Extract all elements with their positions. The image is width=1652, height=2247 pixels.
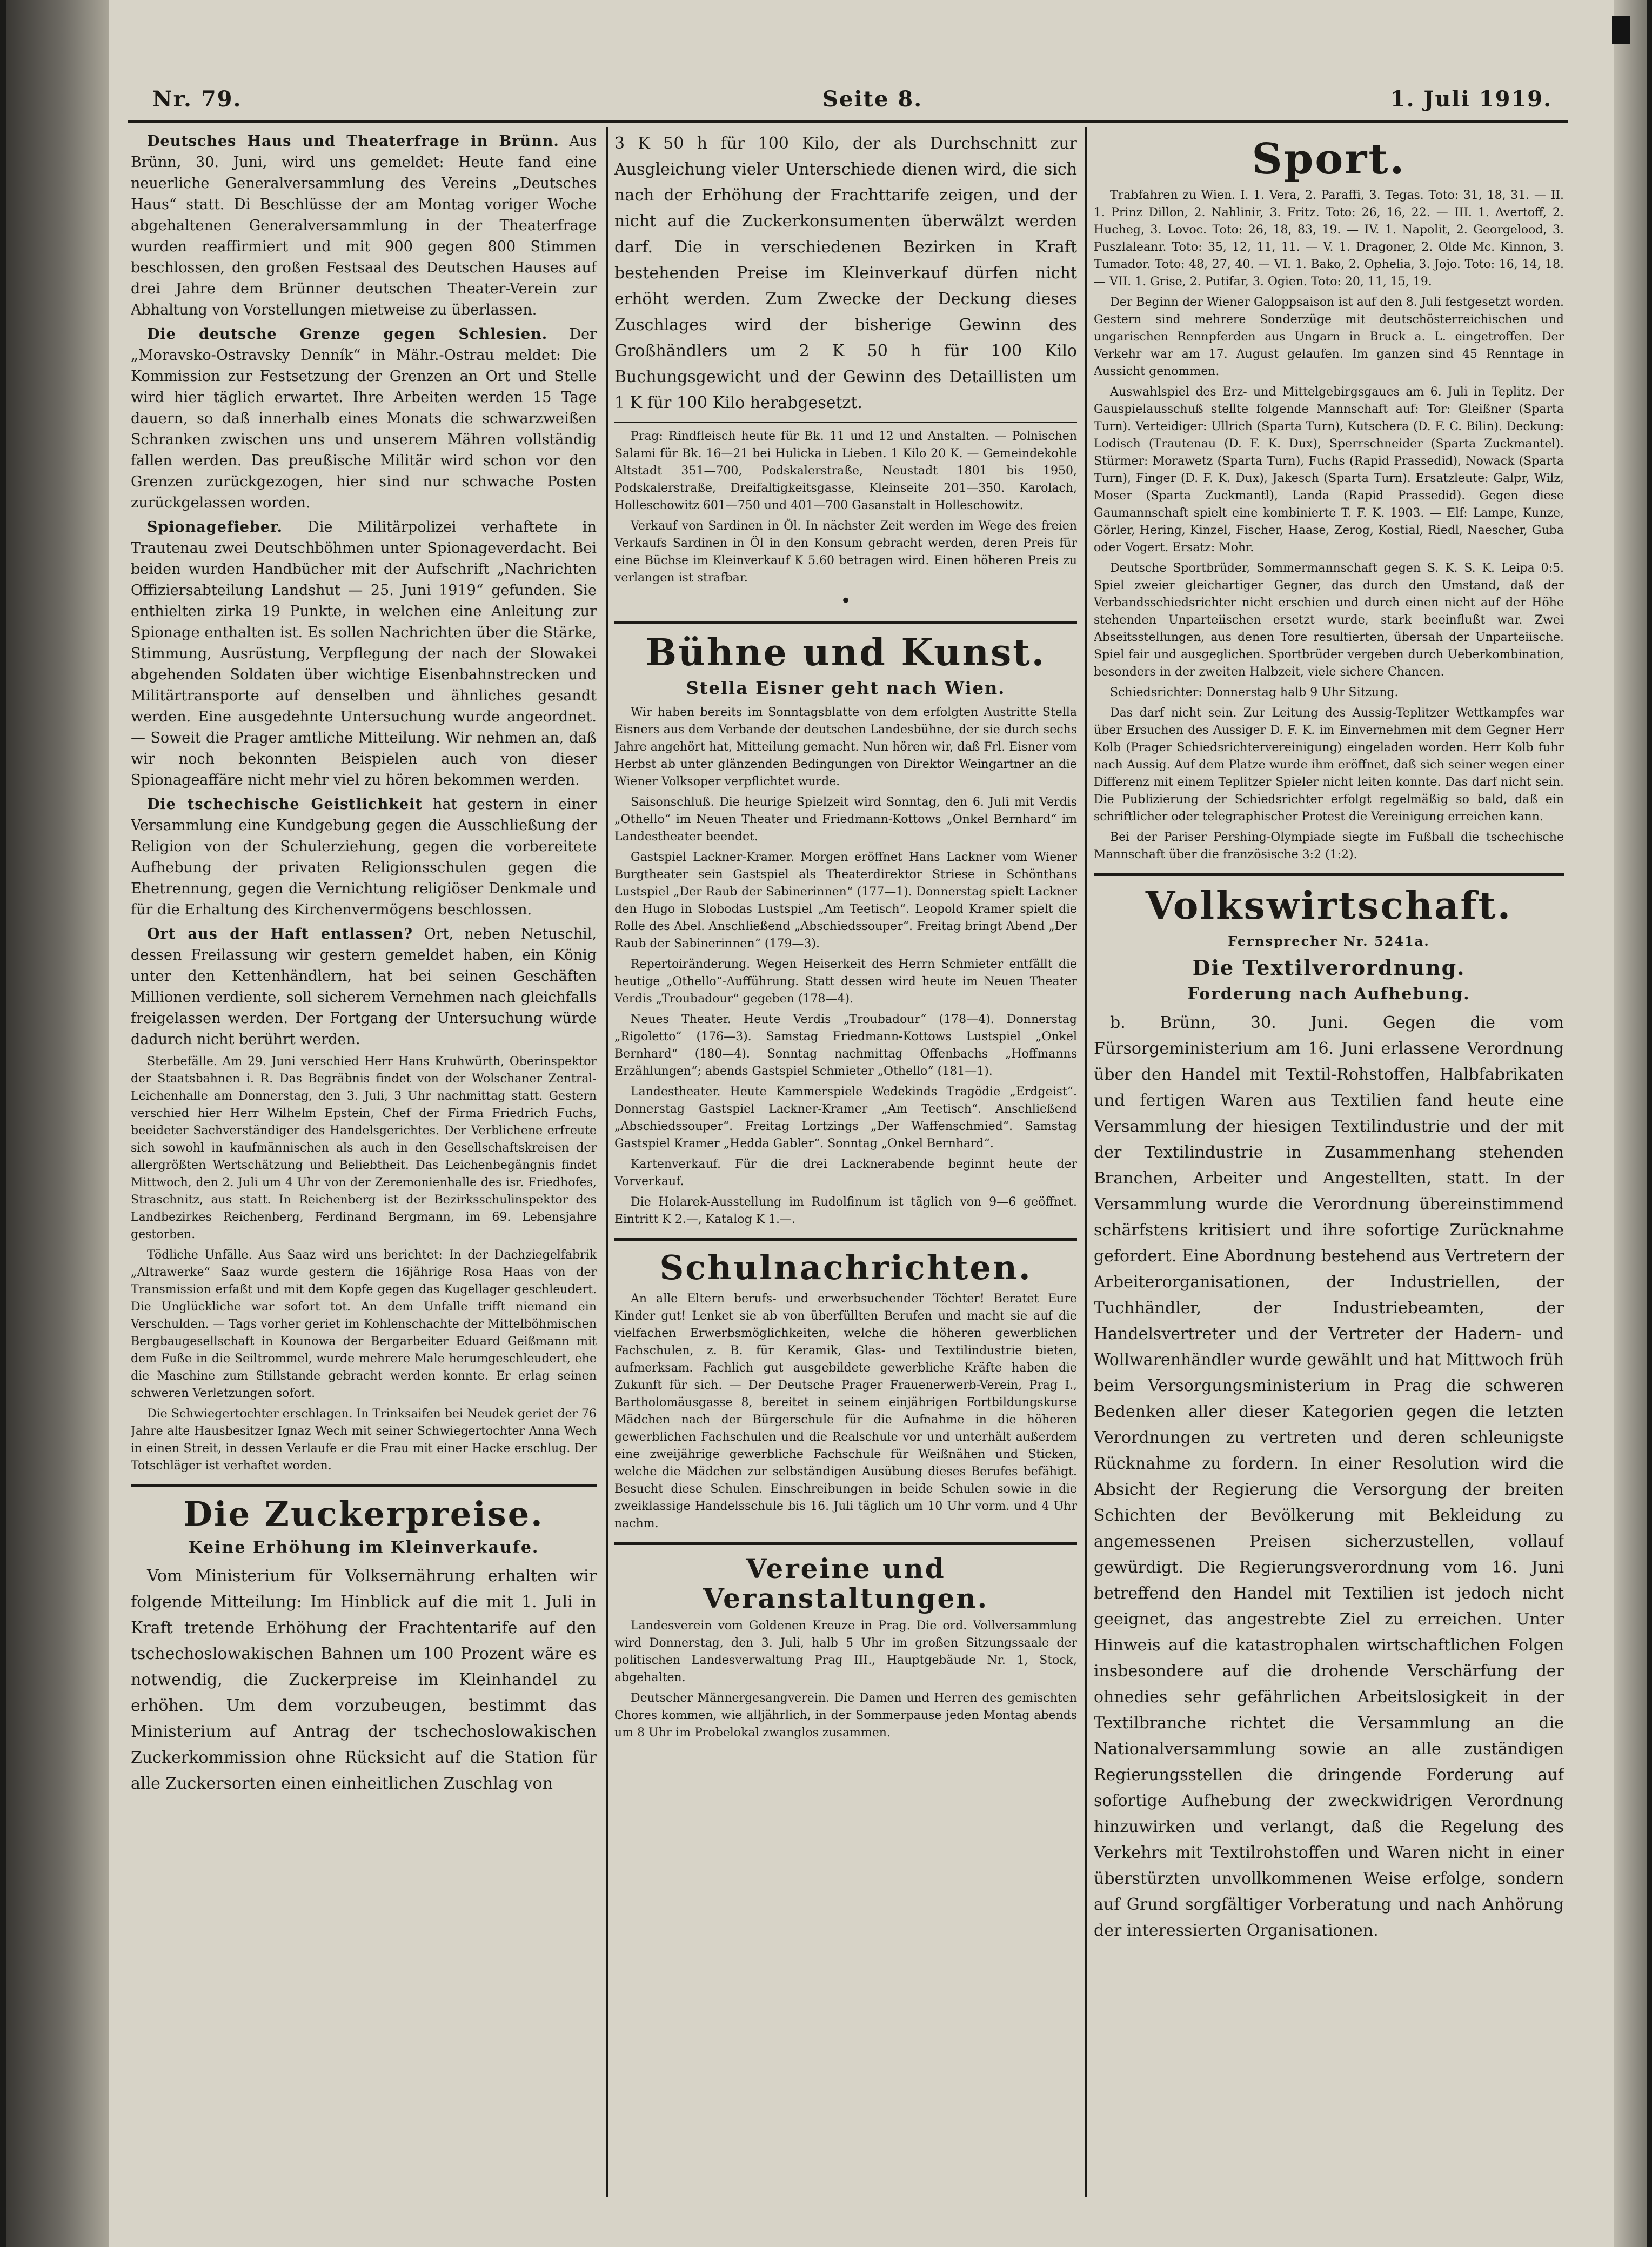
section-title-zucker: Die Zuckerpreise. — [183, 1494, 544, 1534]
subtitle-zucker: Keine Erhöhung im Kleinverkaufe. — [188, 1538, 539, 1557]
text-trabfahren: Trabfahren zu Wien. I. 1. Vera, 2. Paraffi, 3. Tegas. Toto: 31, 18, 31. — II. 1. Prinz Dillon, 2. Nahlinir, 3. Fritz. Toto: 26, 16, 22. — III. 1. Avertoff, 2. Hucheg, 3. Lovoc. Toto: 26, 18, 83, 19. — IV. 1. Napolit, 2. Georgelood, 3. Puszlaleanr. Toto: 35, 12, 11, 11. — V. 1. Dragoner, 2. Olde Mc. Kinnon, 3. Tumador. Toto: 48, 27, 40. — VI. 1. Bako, 2. Ophelia, 3. Jojo. Toto: 16, 14, 18. — VII. 1. Grise, 2. Putifar, 3. Ogien. Toto: 20, 11, 15, 19. — [1094, 188, 1564, 289]
article-ort-release — [131, 924, 597, 1050]
text-repertoire: Repertoiränderung. Wegen Heiserkeit des Herrn Schmieter entfällt die heutige „Othello“-Aufführung. Statt dessen wird heute im Neuen Theater Verdis „Troubadour“ gegeben (178—4). — [614, 957, 1077, 1006]
headline-spionage: Spionagefieber. — [147, 519, 283, 536]
text-gastspiel: Gastspiel Lackner-Kramer. Morgen eröffnet Hans Lackner vom Wiener Burgtheater sein Gastspiel als Theaterdirektor Striese in Schönthans Lustspiel „Der Raub der Sabinerinnen“ (177—1). Donnerstag spielt Lackner den Hugo in Slobodas Lustspiel „Am Teetisch“. Leopold Kramer spielt die Rolle des Abel. Anschließend „Abschiedssouper“. Freitag bringt Abend „Der Raub der Sabinerinnen“ (179—3). — [614, 850, 1077, 951]
text-clergy: hat gestern in einer Versammlung eine Kundgebung gegen die Ausschließung der Religion von der Schulerziehung, gegen die vorbereitete Aufhebung der privaten Religionsschulen gegen die Ehetrennung, gegen die Vernichtung religiöser Denkmale und für die Erhaltung des Kirchenvermögens beschlossen. — [131, 796, 597, 918]
section-title-buehne: Bühne und Kunst. — [645, 631, 1046, 674]
article-clergy — [131, 794, 597, 920]
page-number: Seite 8. — [822, 86, 923, 112]
issue-date: 1. Juli 1919. — [1390, 86, 1552, 112]
scan-left-edge — [6, 0, 109, 2247]
text-auswahlspiel: Auswahlspiel des Erz- und Mittelgebirgsgaues am 6. Juli in Teplitz. Der Gauspielausschuß stellte folgende Mannschaft auf: Tor: Gleißner (Sparta Turn). Verteidiger: Ullrich (Sparta Turn), Kutschera (D. F. C. Bilin). Deckung: Lodisch (Trautenau (D. F. K. Dux), Sperrschneider (Sparta Zuckmantel). Stürmer: Morawetz (Sparta Turn), Fuchs (Rapid Prassedid), Nowack (Sparta Turn), Finger (D. F. K. Dux), Jakesch (Sparta Turn). Ersatzleute: Galpr, Wilz, Moser (Sparta Zuckmantl), Landa (Rapid Prassedid). Gegen diese Gaumannschaft spielt eine kombinierte T. F. K. 1903. — Elf: Lampe, Kunze, Görler, Hering, Kinzel, Fischer, Haase, Zerog, Kostial, Riedl, Naescher, Guba oder Vogert. Ersatz: Mohr. — [1094, 385, 1564, 554]
column-2 — [614, 131, 1077, 2238]
text-silesia-border: Der „Moravsko-Ostravsky Denník“ in Mähr.-Ostrau meldet: Die Kommission zur Festsetzung der Grenzen an Ort und Stelle wird hier täglich erwartet. Ihre Arbeiten werden 15 Tage dauern, so daß innerhalb eines Monats die schwarzweißen Schranken zwischen uns und unserem Mähren vollständig fallen werden. Das preußische Militär wird schon vor den Grenzen zurückgezogen, hier sind nur schwache Posten zurückgelassen worden. — [131, 326, 597, 511]
section-rule — [614, 1238, 1077, 1241]
text-saisonschluss: Saisonschluß. Die heurige Spielzeit wird Sonntag, den 6. Juli mit Verdis „Othello“ im Neuen Theater und Friedmann-Kottows „Onkel Bernhard“ im Landestheater beendet. — [614, 795, 1077, 844]
issue-number: Nr. 79. — [152, 86, 242, 112]
separator-dot: • — [840, 590, 852, 612]
section-title-volkswirtschaft: Volkswirtschaft. — [1145, 882, 1513, 928]
text-sportbrueder: Deutsche Sportbrüder, Sommermannschaft gegen S. K. S. K. Leipa 0:5. Spiel zweier gleichartiger Gegner, das durch den Umstand, daß der Verbandsschiedsrichter nicht erschien und durch einen nicht auf der Höhe stehenden Unparteiischen ersetzt wurde, stark beeinflußt war. Zwei Abseitsstellungen, aus denen Tore resultierten, übersah der Unparteiische. Spiel fair und ausgeglichen. Sportbrüder vergeben durch Ueberkombination, besonders in der zweiten Halbzeit, viele sichere Chancen. — [1094, 561, 1564, 679]
section-title-schul: Schulnachrichten. — [659, 1247, 1032, 1287]
divider — [614, 422, 1077, 423]
text-ort-release: Ort, neben Netuschil, dessen Freilassung wir gestern gemeldet haben, ein König unter den Kettenhändlern, hat bei seinen Geschäften Millionen verdiente, soll sicherem Vernehmen nach gleichfalls freigelassen werden. Der Fortgang der Untersuchung würde dadurch nicht berührt werden. — [131, 926, 597, 1048]
text-galopp: Der Beginn der Wiener Galoppsaison ist auf den 8. Juli festgesetzt worden. Gestern sind mehrere Sonderzüge mit deutschösterreichischen und ungarischen Rennpferden aus Ungarn in Bruck a. L. eingetroffen. Der Verkehr war am 17. August gelaufen. Im ganzen sind 45 Renntage in Aussicht genommen. — [1094, 295, 1564, 378]
article-zucker: Vom Ministerium für Volksernährung erhalten wir folgende Mitteilung: Im Hinblick auf die mit 1. Juli in Kraft tretende Erhöhung der Frachtentarife auf den tschechoslowakischen Bahnen um 100 Prozent wäre es notwendig, die Zuckerpreise im Kleinhandel zu erhöhen. Um dem vorzubeugen, bestimmt das Ministerium auf Antrag der tschechoslowakischen Zuckerkommission ohne Rücksicht auf die Station für alle Zuckersorten einen einheitlichen Zuschlag von — [131, 1567, 597, 1794]
column-divider-2 — [1085, 127, 1087, 2197]
notice-accidents: Tödliche Unfälle. Aus Saaz wird uns berichtet: In der Dachziegelfabrik „Altrawerke“ Saaz wurde gestern die 16jährige Rosa Haas von der Transmission erfaßt und mit dem Kopfe gegen das Kugellager geschleudert. Die Unglückliche war sofort tot. An dem Unfalle trifft niemand ein Verschulden. — Tags vorher geriet im Kohlenschachte der Mittelböhmischen Bergbaugesellschaft in Kounowa der Bergarbeiter Eduard Geißmann mit dem Fuße in die Seiltrommel, wurde mehrere Male herumgeschleudert, ehe die Maschine zum Stillstande gebracht werden konnte. Er erlag seinen schweren Verletzungen sofort. — [131, 1248, 597, 1400]
text-schiedsrichter: Schiedsrichter: Donnerstag halb 9 Uhr Sitzung. — [1110, 685, 1399, 699]
newspaper-page — [6, 0, 1647, 2247]
header-rule — [128, 120, 1568, 123]
text-spionage: Die Militärpolizei verhaftete in Trautenau zwei Deutschböhmen unter Spionageverdacht. Bei beiden wurden Handbücher mit der Aufschrift „Nachrichten Offiziersabteilung Landshut — 25. Juni 1919“ gefunden. Sie enthielten zirka 19 Punkte, in welchen eine Anleitung zur Spionage enthalten ist. Es sollen Nachrichten über die Stärke, Stimmung, Ausrüstung, Verpflegung der nach der Slowakei abgehenden Soldaten über wichtige Eisenbahnstrecken und Militärtransporte auf denselben und ähnliches gesandt werden. Eine ausgedehnte Untersuchung wurde angeordnet. — Soweit die Prager amtliche Mitteilung. Wir nehmen an, daß wir noch bekonnten Beispielen auch von dieser Spionageaffäre nicht mehr viel zu hören bekommen werden. — [131, 519, 597, 788]
text-landestheater: Landestheater. Heute Kammerspiele Wedekinds Tragödie „Erdgeist“. Donnerstag Gastspiel Lackner-Kramer „Am Teetisch“. Anschließend „Abschiedssouper“. Freitag Lortzings „Der Waffenschmied“. Samstag Gastspiel Kramer „Hedda Gabler“. Sonntag „Onkel Bernhard“. — [614, 1085, 1077, 1151]
text-eisner: Wir haben bereits im Sonntagsblatte von dem erfolgten Austritte Stella Eisners aus dem Verbande der deutschen Landesbühne, der sie durch sechs Jahre angehört hat, Mitteilung gemacht. Nun hören wir, daß Frl. Eisner vom Herbst ab unter glänzenden Bedingungen von Direktor Weingartner an die Wiener Volksoper verpflichtet wurde. — [614, 705, 1077, 788]
column-divider-1 — [606, 127, 608, 2197]
article-zucker-cont: 3 K 50 h für 100 Kilo, der als Durchschnitt zur Ausgleichung vieler Unterschiede dienen wird, die sich nach der Erhöhung der Frachttarife zeigen, und der nicht auf die Zuckerkonsumenten überwälzt werden darf. Die in verschiedenen Bezirken in Kraft bestehenden Preise im Kleinverkauf dürfen nicht erhöht werden. Zum Zwecke der Deckung dieses Zuschlages wird der bisherige Gewinn des Großhändlers um 2 K 50 h für 100 Kilo Buchungsgewicht und der Gewinn des Detaillisten um 1 K für 100 Kilo herabgesetzt. — [614, 134, 1077, 412]
subtitle-textil: Die Textilverordnung. — [1192, 955, 1466, 980]
headline-silesia-border: Die deutsche Grenze gegen Schlesien. — [147, 326, 548, 343]
section-rule — [131, 1484, 597, 1487]
phone-number: Fernsprecher Nr. 5241a. — [1228, 933, 1430, 949]
subtitle-buehne: Stella Eisner geht nach Wien. — [686, 677, 1006, 698]
text-neues-theater: Neues Theater. Heute Verdis „Troubadour“ (178—4). Donnerstag „Rigoletto“ (176—3). Samstag Friedmann-Kottows Lustspiel „Onkel Bernhard“ (180—4). Sonntag nachmittag Offenbachs „Hoffmanns Erzählungen“; abends Gastspiel Schmieter „Othello“ (181—1). — [614, 1012, 1077, 1078]
text-theater-brno: Aus Brünn, 30. Juni, wird uns gemeldet: Heute fand eine neuerliche Generalversammlung des Vereins „Deutsches Haus“ statt. Di Beschlüsse der am Montag voriger Woche abgehaltenen Generalversammlung in der Theaterfrage wurden reaffirmiert und mit 900 gegen 800 Stimmen beschlossen, den großen Festsaal des Deutschen Hauses auf drei Jahre dem Brünner deutschen Theater-Verein zur Abhaltung von Vorstellungen mietweise zu überlassen. — [131, 133, 597, 318]
notice-homicide: Die Schwiegertochter erschlagen. In Trinksaifen bei Neudek geriet der 76 Jahre alte Hausbesitzer Ignaz Wech mit seiner Schwiegertochter Anna Wech in einen Streit, in dessen Verlaufe er die Frau mit einer Hacke erschlug. Der Totschläger ist verhaftet worden. — [131, 1407, 597, 1473]
notice-sardines: Verkauf von Sardinen in Öl. In nächster Zeit werden im Wege des freien Verkaufs Sardinen in Öl in den Konsum gebracht werden, deren Preis für eine Büchse im Kleinverkauf K 5.60 betragen wird. Einen höheren Preis zu verlangen ist strafbar. — [614, 519, 1077, 585]
headline-clergy: Die tschechische Geistlichkeit — [147, 796, 423, 813]
headline-ort-release: Ort aus der Haft entlassen? — [147, 926, 413, 942]
scan-corner-mark — [1612, 16, 1630, 44]
article-silesia-border — [131, 324, 597, 513]
text-kartenverkauf: Kartenverkauf. Für die drei Lacknerabende beginnt heute der Vorverkauf. — [614, 1157, 1077, 1188]
text-schul: An alle Eltern berufs- und erwerbsuchender Töchter! Beratet Eure Kinder gut! Lenket sie ab von überfüllten Berufen und macht sie auf die vielfachen Erwerbsmöglichkeiten, welche die höheren gewerblichen Fachschulen, z. B. für Keramik, Glas- und Textilindustrie bieten, aufmerksam. Fachlich gut ausgebildete gewerbliche Kräfte haben die Zukunft für sich. — Der Deutsche Prager Frauenerwerb-Verein, Prag I., Bartholomäusgasse 8, bereitet in seinem einjährigen Fortbildungskurse Mädchen nach der Bürgerschule für die Aufnahme in die höheren gewerblichen Fachschulen und die Realschule vor und unterhält außerdem eine zweijährige gewerbliche Fachschule für Weißnähen und Sticken, welche die Mädchen zur selbständigen Ausübung dieses Berufes befähigt. Besucht diese Schulen. Einschreibungen in beide Schulen sowie in die zweiklassige Handelsschule bis 16. Juli täglich um 10 Uhr vorm. und 4 Uhr nachm. — [614, 1292, 1077, 1530]
text-ausstellung: Die Holarek-Ausstellung im Rudolfinum ist täglich von 9—6 geöffnet. Eintritt K 2.—, Katalog K 1.—. — [614, 1195, 1077, 1226]
column-3 — [1094, 131, 1564, 2238]
section-rule — [1094, 873, 1564, 876]
text-landesverein: Landesverein vom Goldenen Kreuze in Prag. Die ord. Vollversammlung wird Donnerstag, den 3. Juli, halb 5 Uhr im großen Sitzungssaale der politischen Landesverwaltung Prag III., Hauptgebäude Nr. 1, Stock, abgehalten. — [614, 1619, 1077, 1684]
subtitle-aufhebung: Forderung nach Aufhebung. — [1187, 984, 1470, 1004]
section-title-sport: Sport. — [1252, 135, 1406, 184]
article-spionage — [131, 517, 597, 791]
text-maennergesang: Deutscher Männergesangverein. Die Damen und Herren des gemischten Chores kommen, wie alljährlich, in der Sommerpause jeden Montag abends um 8 Uhr im Probelokal zwanglos zusammen. — [614, 1691, 1077, 1740]
text-darf-nicht-sein: Das darf nicht sein. Zur Leitung des Aussig-Teplitzer Wettkampfes war über Ersuchen des Aussiger D. F. K. im Einvernehmen mit dem Gegner Herr Kolb (Prager Schiedsrichtervereinigung) eingeladen worden. Herr Kolb fuhr nach Aussig. Auf dem Platze wurde ihm eröffnet, daß sich seiner wegen einer Differenz mit einem Teplitzer Spieler nicht leiten konnte. Das darf nicht sein. Die Publizierung der Schiedsrichter erfolgt regelmäßig so bald, daß ein schriftlicher oder telegraphischer Protest die Vereinigung erreichen kann. — [1094, 706, 1564, 824]
column-1 — [131, 131, 597, 2238]
notice-prague-food: Prag: Rindfleisch heute für Bk. 11 und 12 und Anstalten. — Polnischen Salami für Bk. 16—21 bei Hulicka in Lieben. 1 Kilo 20 K. — Gemeindekohle Altstadt 351—700, Podskalerstraße, Neustadt 1801 bis 1950, Podskalerstraße, Dreifaltigkeitsgasse, Kleinseite 201—350. Karolach, Holleschowitz 601—750 und 401—700 Gasanstalt in Holleschowitz. — [614, 430, 1077, 512]
article-textil: b. Brünn, 30. Juni. Gegen die vom Fürsorgeministerium am 16. Juni erlassene Verordnung über den Handel mit Textil-Rohstoffen, Halbfabrikaten und fertigen Waren aus Textilien fand heute eine Versammlung der hiesigen Textilindustrie und der mit der Textilindustrie in Zusammenhang stehenden Branchen, Arbeiter und Angestellten, statt. In der Versammlung wurde die Verordnung übereinstimmend schärfstens kritisiert und ihre sofortige Zurücknahme gefordert. Eine Abordnung bestehend aus Vertretern der Arbeiterorganisationen, der Industriellen, der Tuchhändler, der Industriebeamten, der Handelsvertreter und der Vertreter der Hadern- und Wollwarenhändler wurde gewählt und hat Mittwoch früh beim Versorgungsministerium in Prag die schweren Bedenken aller dieser Kategorien gegen die letzten Verordnungen zu vertreten und deren schleunigste Rücknahme zu fordern. In einer Resolution wird die Absicht der Regierung die Versorgung der breiten Schichten der Bevölkerung mit Bekleidung zu angemessenen Preisen sicherzustellen, vollauf gewürdigt. Die Regierungsverordnung vom 16. Juni betreffend den Handel mit Textilien ist jedoch nicht geeignet, das angestrebte Ziel zu erreichen. Unter Hinweis auf die katastrophalen wirtschaftlichen Folgen insbesondere auf die drohende Verschärfung der ohnedies sehr gefährlichen Arbeitslosigkeit in der Textilbranche richtet die Versammlung an die Nationalversammlung sowie an alle zuständigen Regierungsstellen die dringende Forderung auf sofortige Aufhebung der zweckwidrigen Verordnung hinzuwirken und verlangt, daß die Regelung des Verkehrs mit Textilrohstoffen und Waren nicht in einer überstürzten unvollkommenen Weise erfolge, sondern auf Grund sorgfältiger Vorberatung und nach Anhörung der interessierten Organisationen. — [1094, 1013, 1564, 1940]
article-theater-brno — [131, 131, 597, 320]
section-title-vereine: Vereine und Veranstaltungen. — [703, 1552, 989, 1614]
page-header — [152, 81, 1552, 119]
section-rule — [614, 1542, 1077, 1545]
section-rule — [614, 621, 1077, 624]
text-olympiade: Bei der Pariser Pershing-Olympiade siegte im Fußball die tschechische Mannschaft über die französische 3:2 (1:2). — [1094, 830, 1564, 861]
scan-right-edge — [1614, 0, 1647, 2247]
headline-theater-brno: Deutsches Haus und Theaterfrage in Brünn. — [147, 133, 559, 150]
notice-deaths: Sterbefälle. Am 29. Juni verschied Herr Hans Kruhwürth, Oberinspektor der Staatsbahnen i. R. Das Begräbnis findet von der Wolschaner Zentral-Leichenhalle am Donnerstag, den 3. Juli, 3 Uhr nachmittag statt. Gestern verschied hier Herr Wilhelm Epstein, Chef der Firma Friedrich Fuchs, beeideter Sachverständiger des Handelsgerichtes. Der Verblichene erfreute sich sowohl in kaufmännischen als auch in den Gesellschaftskreisen der allergrößten Wertschätzung und Beliebtheit. Das Leichenbegängnis findet Mittwoch, den 2. Juli um 4 Uhr von der Zeremonienhalle des isr. Friedhofes, Straschnitz, aus statt. In Reichenberg ist der Bezirksschulinspektor des Landbezirkes Reichenberg, Ferdinand Bergmann, im 69. Lebensjahre gestorben. — [131, 1055, 597, 1241]
